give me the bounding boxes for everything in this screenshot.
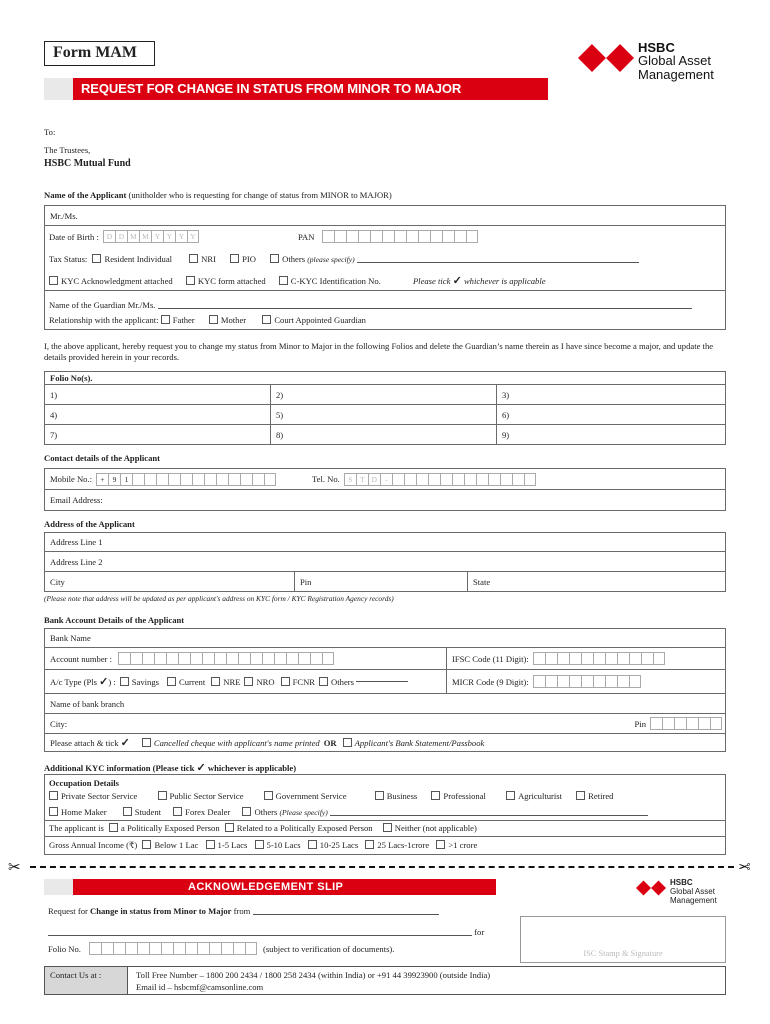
digit-box[interactable] bbox=[204, 473, 216, 486]
digit-box[interactable] bbox=[161, 942, 173, 955]
digit-box[interactable] bbox=[226, 652, 238, 665]
checkbox[interactable] bbox=[186, 276, 195, 285]
occ-professional[interactable]: Professional bbox=[431, 791, 486, 801]
occ-business[interactable]: Business bbox=[375, 791, 418, 801]
ac-savings[interactable]: Savings bbox=[120, 677, 159, 687]
income-opt[interactable]: 10-25 Lacs bbox=[308, 840, 358, 850]
checkbox[interactable] bbox=[279, 276, 288, 285]
statement-option[interactable]: Applicant's Bank Statement/Passbook bbox=[343, 738, 485, 748]
occupation-heading: Occupation Details bbox=[49, 778, 119, 788]
fund-name: HSBC Mutual Fund bbox=[44, 158, 131, 169]
contact-heading: Contact details of the Applicant bbox=[44, 453, 161, 463]
folio-heading: Folio No(s). bbox=[44, 371, 726, 385]
hsbc-hexagon-icon bbox=[636, 880, 666, 896]
rel-court[interactable]: Court Appointed Guardian bbox=[262, 315, 366, 325]
logo-gam-text: Global Asset Management bbox=[670, 887, 717, 905]
check-icon: ✓ bbox=[99, 676, 109, 688]
address-heading: Address of the Applicant bbox=[44, 519, 135, 529]
digit-box[interactable] bbox=[545, 675, 557, 688]
digit-box[interactable] bbox=[557, 675, 569, 688]
tax-resident[interactable]: Resident Individual bbox=[92, 254, 172, 264]
checkbox[interactable] bbox=[230, 254, 239, 263]
trustees-label: The Trustees, bbox=[44, 145, 91, 155]
digit-box[interactable] bbox=[197, 942, 209, 955]
pep-neither[interactable]: Neither (not applicable) bbox=[383, 823, 477, 833]
digit-box[interactable] bbox=[428, 473, 440, 486]
check-icon: ✓ bbox=[120, 737, 130, 749]
bank-heading: Bank Account Details of the Applicant bbox=[44, 615, 185, 625]
others-input-line[interactable] bbox=[357, 262, 639, 263]
ac-nro[interactable]: NRO bbox=[244, 677, 274, 687]
digit-box[interactable] bbox=[581, 675, 593, 688]
digit-box[interactable]: - bbox=[380, 473, 392, 486]
digit-box[interactable] bbox=[581, 652, 593, 665]
account-number-cell[interactable]: Account number : bbox=[45, 648, 446, 669]
address-line2-row[interactable]: Address Line 2 bbox=[44, 552, 726, 572]
occ-govt[interactable]: Government Service bbox=[264, 791, 347, 801]
dob-field[interactable]: Date of Birth : D D M M Y Y Y Y bbox=[49, 230, 199, 243]
digit-box[interactable] bbox=[125, 942, 137, 955]
scissors-icon: ✂ bbox=[738, 860, 751, 876]
digit-box[interactable] bbox=[698, 717, 710, 730]
digit-box[interactable] bbox=[392, 473, 404, 486]
folio-cell[interactable]: 1) bbox=[50, 389, 58, 400]
ac-type-cell: A/c Type (Pls ✓ ) : Savings Current NRE NRO FCNR Others bbox=[45, 670, 446, 693]
occ-retired[interactable]: Retired bbox=[576, 791, 613, 801]
rel-father[interactable]: Father bbox=[161, 315, 195, 325]
digit-box[interactable] bbox=[593, 652, 605, 665]
checkbox[interactable] bbox=[49, 276, 58, 285]
ifsc-boxes bbox=[533, 652, 665, 665]
digit-box[interactable]: Y bbox=[163, 230, 175, 243]
kyc-form-option[interactable]: KYC form attached bbox=[186, 276, 266, 286]
income-opt[interactable]: 1-5 Lacs bbox=[206, 840, 248, 850]
occ-forex[interactable]: Forex Dealer bbox=[173, 807, 230, 817]
digit-box[interactable] bbox=[593, 675, 605, 688]
digit-box[interactable] bbox=[101, 942, 113, 955]
ac-nre[interactable]: NRE bbox=[211, 677, 240, 687]
digit-box[interactable] bbox=[641, 652, 653, 665]
folio-cell[interactable]: 8) bbox=[270, 425, 496, 444]
digit-box[interactable] bbox=[221, 942, 233, 955]
checkbox[interactable] bbox=[209, 315, 218, 324]
cheque-option[interactable]: Cancelled cheque with applicant's name printed bbox=[142, 738, 320, 748]
folio-cell[interactable]: 9) bbox=[496, 425, 725, 444]
city-pin-state-row bbox=[44, 572, 726, 592]
tax-pio[interactable]: PIO bbox=[230, 254, 256, 264]
folio-cell[interactable]: 4) bbox=[50, 409, 58, 420]
bank-pin-boxes[interactable] bbox=[650, 717, 722, 730]
dob-boxes[interactable] bbox=[103, 230, 199, 243]
guardian-name-line[interactable] bbox=[158, 308, 692, 309]
digit-box[interactable] bbox=[118, 652, 130, 665]
digit-box[interactable] bbox=[154, 652, 166, 665]
checkbox[interactable] bbox=[92, 254, 101, 263]
guardian-row[interactable]: Name of the Guardian Mr./Ms. bbox=[49, 300, 692, 310]
ack-for-row: for bbox=[48, 927, 484, 937]
digit-box[interactable] bbox=[650, 717, 662, 730]
pan-boxes[interactable] bbox=[322, 230, 478, 243]
digit-box[interactable] bbox=[252, 473, 264, 486]
kyc-heading: Additional KYC information (Please tick ✓ whichever is applicable) bbox=[44, 762, 297, 774]
digit-box[interactable] bbox=[500, 473, 512, 486]
income-opt[interactable]: >1 crore bbox=[436, 840, 477, 850]
digit-box[interactable] bbox=[569, 675, 581, 688]
occ-others[interactable]: Others (Please specify) bbox=[242, 807, 327, 817]
digit-box[interactable] bbox=[137, 942, 149, 955]
digit-box[interactable] bbox=[202, 652, 214, 665]
pep-yes[interactable]: a Politically Exposed Person bbox=[109, 823, 220, 833]
digit-box[interactable] bbox=[464, 473, 476, 486]
logo-hsbc-text: HSBC bbox=[638, 40, 675, 55]
divider bbox=[44, 820, 726, 821]
stamp-label: ISC Stamp & Signature bbox=[583, 949, 663, 958]
digit-box[interactable]: 9 bbox=[108, 473, 120, 486]
checkbox[interactable] bbox=[161, 315, 170, 324]
contact-us-info bbox=[128, 966, 726, 995]
occ-others-line[interactable] bbox=[330, 815, 648, 816]
rel-mother[interactable]: Mother bbox=[209, 315, 246, 325]
digit-box[interactable] bbox=[286, 652, 298, 665]
digit-box[interactable] bbox=[173, 942, 185, 955]
digit-box[interactable]: Y bbox=[151, 230, 163, 243]
folio-cell[interactable]: 3) bbox=[496, 385, 725, 404]
ac-type-row bbox=[44, 670, 726, 694]
occ-private[interactable]: Private Sector Service bbox=[49, 791, 137, 801]
cut-line bbox=[30, 866, 734, 868]
digit-box[interactable] bbox=[130, 652, 142, 665]
from-line[interactable] bbox=[253, 914, 439, 915]
to-label: To: bbox=[44, 127, 56, 137]
digit-box[interactable] bbox=[653, 652, 665, 665]
digit-box[interactable]: + bbox=[96, 473, 108, 486]
email-row[interactable]: Email Address: bbox=[44, 490, 726, 511]
digit-box[interactable] bbox=[89, 942, 101, 955]
or-label: OR bbox=[323, 737, 337, 748]
checkbox[interactable] bbox=[262, 315, 271, 324]
stamp-box bbox=[520, 916, 726, 963]
bank-city-row: City: Pin bbox=[44, 714, 726, 734]
tick-note: Please tick ✓ whichever is applicable bbox=[412, 275, 546, 287]
digit-box[interactable]: D bbox=[115, 230, 127, 243]
logo-line1: Global Asset bbox=[638, 53, 711, 68]
income-opt[interactable]: 5-10 Lacs bbox=[255, 840, 301, 850]
digit-box[interactable]: Y bbox=[187, 230, 199, 243]
pan-field[interactable]: PAN bbox=[298, 230, 478, 243]
digit-box[interactable]: D bbox=[103, 230, 115, 243]
income-opt[interactable]: 25 Lacs-1crore bbox=[365, 840, 429, 850]
logo-hsbc-text: HSBC bbox=[670, 878, 693, 887]
digit-box[interactable] bbox=[605, 652, 617, 665]
hsbc-hexagon-icon bbox=[578, 44, 634, 72]
form-label-box: Form MAM bbox=[44, 41, 155, 66]
occupation-row2 bbox=[49, 807, 648, 817]
folio-cell[interactable]: 2) bbox=[270, 385, 496, 404]
tax-status-row: Tax Status: Resident Individual NRI PIO Others (please specify) bbox=[49, 254, 639, 264]
digit-box[interactable] bbox=[142, 652, 154, 665]
mobile-boxes[interactable] bbox=[96, 473, 276, 486]
digit-box[interactable] bbox=[178, 652, 190, 665]
occ-homemaker[interactable]: Home Maker bbox=[49, 807, 107, 817]
logo-line2: Management bbox=[638, 67, 714, 82]
ac-fcnr[interactable]: FCNR bbox=[281, 677, 315, 687]
attach-row: Please attach & tick ✓ Cancelled cheque with applicant's name printed OR Applicant's Bank Statement/Passbook bbox=[44, 734, 726, 752]
digit-box[interactable] bbox=[557, 652, 569, 665]
mobile-row: Mobile No.: + 9 1 Tel. No. S T D - bbox=[44, 468, 726, 490]
digit-box[interactable] bbox=[488, 473, 500, 486]
digit-box[interactable] bbox=[149, 942, 161, 955]
city-cell[interactable]: City bbox=[50, 576, 65, 587]
digit-box[interactable] bbox=[674, 717, 686, 730]
digit-box[interactable] bbox=[168, 473, 180, 486]
digit-box[interactable] bbox=[605, 675, 617, 688]
digit-box[interactable] bbox=[298, 652, 310, 665]
digit-box[interactable] bbox=[617, 652, 629, 665]
digit-box[interactable]: 1 bbox=[120, 473, 132, 486]
folio-cell[interactable]: 6) bbox=[496, 405, 725, 424]
tax-others[interactable]: Others (please specify) bbox=[270, 254, 355, 264]
others-line[interactable] bbox=[356, 681, 408, 682]
ac-current[interactable]: Current bbox=[167, 677, 205, 687]
applicant-heading: Name of the Applicant (unitholder who is requesting for change of status from MINOR to MAJOR) bbox=[44, 190, 392, 200]
contact-us-label: Contact Us at : bbox=[44, 966, 128, 995]
banner-accent bbox=[44, 879, 73, 895]
ack-folio-boxes[interactable] bbox=[89, 942, 257, 955]
divider bbox=[44, 290, 726, 291]
digit-box[interactable] bbox=[404, 473, 416, 486]
state-cell[interactable]: State bbox=[467, 572, 725, 591]
digit-box[interactable] bbox=[274, 652, 286, 665]
bank-name-row[interactable]: Bank Name bbox=[44, 628, 726, 648]
digit-box[interactable] bbox=[166, 652, 178, 665]
micr-cell[interactable]: MICR Code (9 Digit): bbox=[446, 670, 725, 693]
digit-box[interactable] bbox=[250, 652, 262, 665]
digit-box[interactable] bbox=[240, 473, 252, 486]
folio-cell[interactable]: 5) bbox=[270, 405, 496, 424]
digit-box[interactable] bbox=[416, 473, 428, 486]
for-line[interactable] bbox=[48, 935, 472, 936]
digit-box[interactable] bbox=[233, 942, 245, 955]
digit-box[interactable] bbox=[156, 473, 168, 486]
digit-box[interactable] bbox=[617, 675, 629, 688]
checkbox[interactable] bbox=[189, 254, 198, 263]
digit-box[interactable] bbox=[214, 652, 226, 665]
hsbc-logo-small bbox=[636, 878, 736, 908]
digit-box[interactable] bbox=[113, 942, 125, 955]
digit-box[interactable] bbox=[216, 473, 228, 486]
digit-box[interactable] bbox=[629, 675, 641, 688]
digit-box[interactable] bbox=[569, 652, 581, 665]
ifsc-cell[interactable]: IFSC Code (11 Digit): bbox=[446, 648, 725, 669]
pep-row: The applicant is a Politically Exposed Person Related to a Politically Exposed Person Neither (not applicable) bbox=[49, 823, 477, 833]
digit-box[interactable] bbox=[144, 473, 156, 486]
form-title-banner: REQUEST FOR CHANGE IN STATUS FROM MINOR TO MAJOR bbox=[44, 78, 548, 100]
occupation-row1 bbox=[49, 791, 613, 801]
income-opt[interactable]: Below 1 Lac bbox=[142, 840, 198, 850]
branch-row[interactable]: Name of bank branch bbox=[44, 694, 726, 714]
pep-related[interactable]: Related to a Politically Exposed Person bbox=[225, 823, 373, 833]
kyc-row bbox=[49, 274, 546, 287]
digit-box[interactable]: M bbox=[127, 230, 139, 243]
tax-nri[interactable]: NRI bbox=[189, 254, 216, 264]
digit-box[interactable] bbox=[686, 717, 698, 730]
checkbox[interactable] bbox=[270, 254, 279, 263]
account-row bbox=[44, 648, 726, 670]
address-line1-row[interactable]: Address Line 1 bbox=[44, 532, 726, 552]
digit-box[interactable] bbox=[262, 652, 274, 665]
digit-box[interactable] bbox=[190, 652, 202, 665]
digit-box[interactable] bbox=[238, 652, 250, 665]
relationship-row: Relationship with the applicant: Father Mother Court Appointed Guardian bbox=[49, 315, 366, 325]
digit-box[interactable]: T bbox=[356, 473, 368, 486]
ack-banner: ACKNOWLEDGEMENT SLIP bbox=[44, 879, 496, 895]
digit-box[interactable] bbox=[533, 675, 545, 688]
toll-free-text: Toll Free Number – 1800 200 2434 / 1800 258 2434 (within India) or +91 44 39923900 (outside India) bbox=[136, 970, 491, 980]
digit-box[interactable]: D bbox=[368, 473, 380, 486]
digit-box[interactable]: S bbox=[344, 473, 356, 486]
ac-others[interactable]: Others bbox=[319, 677, 354, 687]
digit-box[interactable] bbox=[476, 473, 488, 486]
digit-box[interactable] bbox=[192, 473, 204, 486]
digit-box[interactable] bbox=[452, 473, 464, 486]
folio-cell[interactable]: 7) bbox=[50, 429, 58, 440]
digit-box[interactable]: M bbox=[139, 230, 151, 243]
digit-box[interactable] bbox=[545, 652, 557, 665]
micr-boxes bbox=[533, 675, 641, 688]
occ-student[interactable]: Student bbox=[123, 807, 161, 817]
scissors-icon: ✂ bbox=[8, 860, 21, 876]
digit-box[interactable] bbox=[209, 942, 221, 955]
address-note: (Please note that address will be updated as per applicant's address on KYC form / KYC Registration Agency records) bbox=[44, 594, 394, 603]
digit-box[interactable] bbox=[524, 473, 536, 486]
digit-box[interactable] bbox=[310, 652, 322, 665]
ack-request-row: Request for Change in status from Minor to Major from bbox=[48, 906, 439, 916]
hsbc-logo bbox=[578, 40, 738, 86]
divider bbox=[44, 836, 726, 837]
digit-box[interactable]: Y bbox=[175, 230, 187, 243]
digit-box[interactable] bbox=[440, 473, 452, 486]
income-row: Gross Annual Income (₹) Below 1 Lac 1-5 Lacs 5-10 Lacs 10-25 Lacs 25 Lacs-1crore >1 crore bbox=[49, 840, 478, 850]
digit-box[interactable] bbox=[322, 652, 334, 665]
logo-gam-text bbox=[638, 54, 714, 82]
digit-box[interactable] bbox=[512, 473, 524, 486]
digit-box[interactable] bbox=[228, 473, 240, 486]
digit-box[interactable] bbox=[264, 473, 276, 486]
check-icon: ✓ bbox=[452, 275, 462, 287]
mr-ms-row[interactable]: Mr./Ms. bbox=[44, 205, 726, 226]
folio-grid bbox=[44, 385, 726, 445]
declaration: I, the above applicant, hereby request you to change my status from Minor to Major in the following Folios and delete the Guardian’s name therein as I have since become a major, and update the details provided herein in your records. bbox=[44, 341, 714, 362]
occ-public[interactable]: Public Sector Service bbox=[158, 791, 244, 801]
occ-agri[interactable]: Agriculturist bbox=[506, 791, 562, 801]
ack-folio-row: Folio No. (subject to verification of documents). bbox=[48, 943, 395, 954]
digit-box[interactable] bbox=[710, 717, 722, 730]
digit-box[interactable] bbox=[245, 942, 257, 955]
digit-box[interactable] bbox=[533, 652, 545, 665]
digit-box[interactable] bbox=[662, 717, 674, 730]
account-boxes bbox=[118, 652, 334, 665]
contact-email[interactable]: Email id – hsbcmf@camsonline.com bbox=[136, 982, 264, 992]
pin-cell[interactable]: Pin bbox=[294, 572, 467, 591]
tel-boxes[interactable] bbox=[344, 473, 536, 486]
kyc-ack-option[interactable]: KYC Acknowledgment attached bbox=[49, 276, 173, 286]
digit-box[interactable] bbox=[185, 942, 197, 955]
digit-box[interactable] bbox=[132, 473, 144, 486]
check-icon: ✓ bbox=[196, 762, 206, 774]
banner-accent bbox=[44, 78, 73, 100]
digit-box[interactable] bbox=[629, 652, 641, 665]
ckyc-option[interactable]: C-KYC Identification No. bbox=[279, 276, 381, 286]
digit-box[interactable] bbox=[180, 473, 192, 486]
